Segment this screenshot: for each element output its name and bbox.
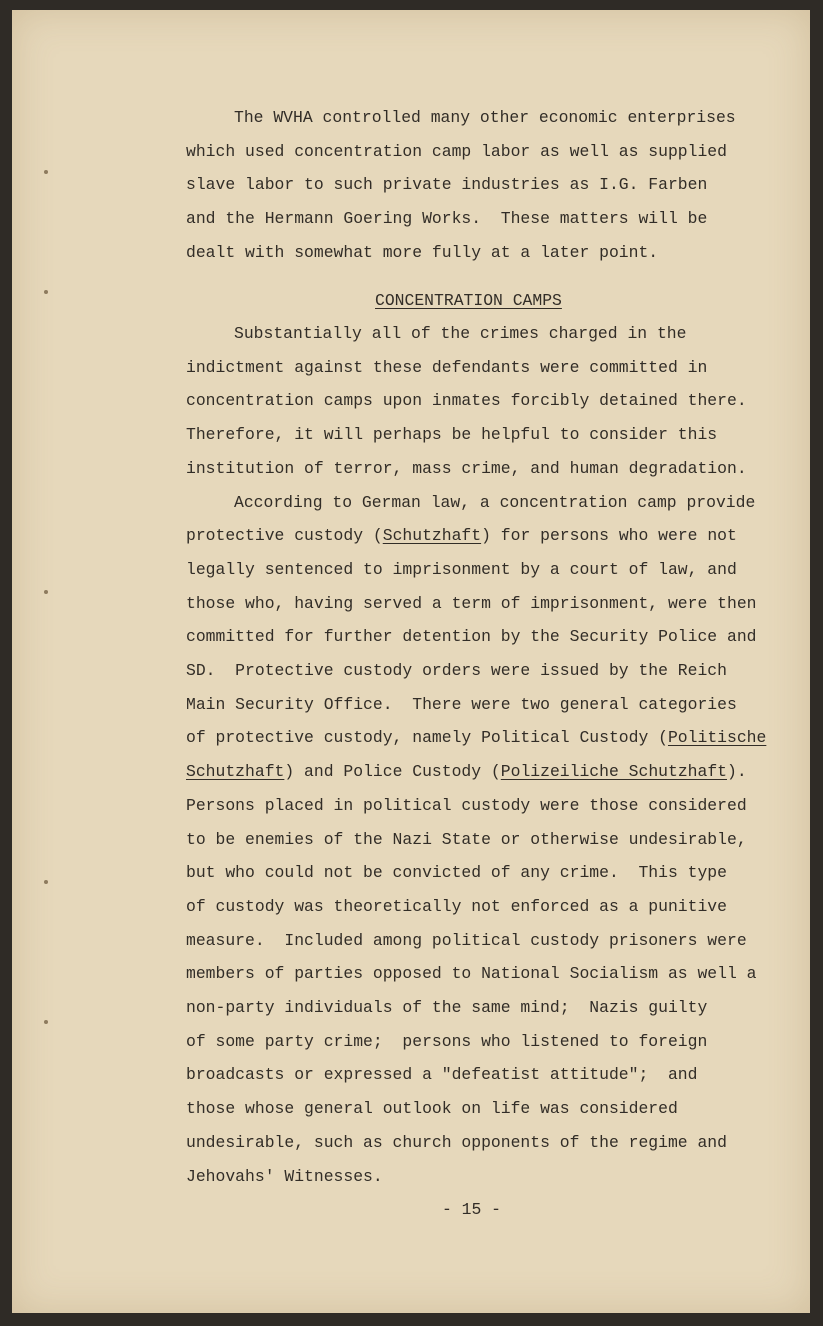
text-segment: of protective custody, namely Political Custody ( <box>186 728 668 748</box>
text-segment: institution of terror, mass crime, and human degradation. <box>186 458 747 478</box>
punch-mark <box>44 880 48 884</box>
text-line <box>186 760 747 784</box>
text-line <box>186 625 757 649</box>
text-line <box>186 524 737 548</box>
text-segment: and the Hermann Goering Works. These matters will be <box>186 209 708 229</box>
section-heading: CONCENTRATION CAMPS <box>375 291 562 310</box>
text-line <box>234 322 686 346</box>
text-line <box>186 140 727 164</box>
text-line <box>186 1165 383 1189</box>
text-segment: Substantially all of the crimes charged in the <box>234 324 687 343</box>
text-line <box>186 1097 678 1121</box>
text-segment: legally sentenced to imprisonment by a court of law, and <box>186 559 737 579</box>
text-segment: those whose general outlook on life was considered <box>186 1099 678 1119</box>
text-segment: ) and Police Custody ( <box>284 762 501 782</box>
text-line <box>186 241 658 265</box>
punch-mark <box>44 590 48 594</box>
text-line <box>186 962 757 986</box>
text-line <box>186 423 717 447</box>
text-segment: of custody was theoretically not enforced as a punitive <box>186 896 727 916</box>
text-segment: members of parties opposed to National Socialism as well a <box>186 964 757 984</box>
punch-mark <box>44 1020 48 1024</box>
text-line <box>186 929 747 953</box>
text-line <box>186 659 727 683</box>
text-segment: non-party individuals of the same mind; Nazis guilty <box>186 998 708 1017</box>
text-segment: The WVHA controlled many other economic enterprises <box>234 108 736 127</box>
text-segment: Therefore, it will perhaps be helpful to consider this <box>186 425 718 445</box>
text-segment: undesirable, such as church opponents of the regime and <box>186 1132 727 1152</box>
text-segment: SD. Protective custody orders were issued by the Reich <box>186 661 727 680</box>
underlined-term: Schutzhaft <box>186 762 285 782</box>
text-line <box>186 861 727 885</box>
text-line <box>186 1131 727 1155</box>
text-segment: those who, having served a term of imprisonment, were then <box>186 593 757 613</box>
text-segment: Persons placed in political custody were those considered <box>186 795 747 815</box>
text-segment: According to German law, a concentration camp provide <box>234 492 756 512</box>
text-line <box>186 457 747 481</box>
text-line <box>186 173 707 197</box>
typed-text <box>12 10 810 1219</box>
text-line <box>234 491 755 515</box>
text-segment: dealt with somewhat more fully at a later point. <box>186 242 659 262</box>
text-line <box>186 996 707 1020</box>
text-segment: slave labor to such private industries as I.G. Farben <box>186 175 708 195</box>
punch-mark <box>44 170 48 174</box>
page-number: - 15 - <box>442 1200 502 1219</box>
text-segment: indictment against these defendants were committed in <box>186 357 708 377</box>
text-line <box>186 726 766 750</box>
text-line <box>186 828 747 852</box>
text-line <box>186 794 747 818</box>
text-line <box>186 1063 697 1087</box>
text-segment: broadcasts or expressed a "defeatist attitude"; and <box>186 1065 698 1085</box>
text-line <box>186 1030 707 1054</box>
underlined-term: Schutzhaft <box>382 526 482 546</box>
text-line <box>186 389 747 413</box>
text-segment: Jehovahs' Witnesses. <box>186 1166 383 1186</box>
text-line <box>234 106 736 130</box>
text-segment: which used concentration camp labor as well as supplied <box>186 141 727 161</box>
underlined-term: Polizeiliche Schutzhaft <box>500 762 728 782</box>
document-page <box>12 10 810 1313</box>
text-line <box>186 895 727 919</box>
text-segment: concentration camps upon inmates forcibly detained there. <box>186 391 747 411</box>
text-segment: protective custody ( <box>186 526 383 546</box>
text-segment: but who could not be convicted of any crime. This type <box>186 863 727 883</box>
punch-mark <box>44 290 48 294</box>
text-segment: ) for persons who were not <box>481 526 737 546</box>
text-line <box>186 558 737 582</box>
text-segment: of some party crime; persons who listened to foreign <box>186 1031 708 1051</box>
text-segment: committed for further detention by the Security Police and <box>186 627 757 647</box>
text-line <box>186 356 707 380</box>
text-segment: ). <box>727 762 747 782</box>
text-line <box>186 592 757 616</box>
text-line <box>186 207 707 231</box>
text-line <box>186 693 737 717</box>
text-segment: measure. Included among political custody prisoners were <box>186 930 747 950</box>
underlined-term: Politische <box>667 728 767 748</box>
text-segment: to be enemies of the Nazi State or otherwise undesirable, <box>186 829 747 849</box>
text-segment: Main Security Office. There were two general categories <box>186 694 737 714</box>
